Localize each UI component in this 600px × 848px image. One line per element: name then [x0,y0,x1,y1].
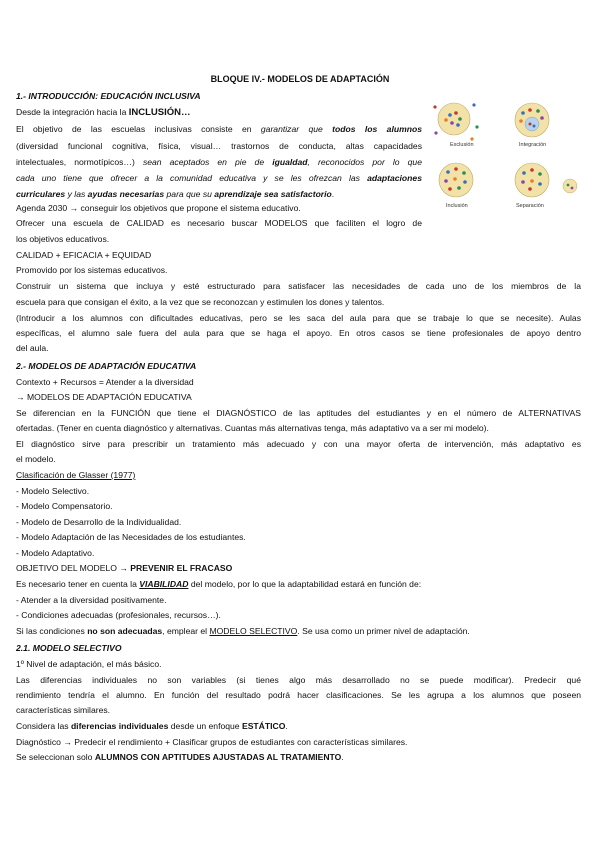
s21-l5-e: . [285,721,288,731]
si-d: MODELO SELECTIVO [209,626,298,636]
caption-inclusion: Inclusión [446,203,468,209]
s21-l5-b: diferencias individuales [70,721,169,731]
model-item: - Modelo de Desarrollo de la Individualidad. [16,517,182,527]
model-item: - Modelo Compensatorio. [16,501,113,511]
s1-line-1 [16,107,191,118]
s1-l6-a: curriculares [16,189,66,199]
s2-line-2: → MODELOS DE ADAPTACIÓN EDUCATIVA [16,392,192,402]
si-c: , emplear el [162,626,210,636]
s21-line-4: características similares. [16,705,111,715]
s21-line-1: 1º Nivel de adaptación, el más básico. [16,659,162,669]
si-a: Si las condiciones [16,626,88,636]
page-title: BLOQUE IV.- MODELOS DE ADAPTACIÓN [210,74,390,84]
exclusion-circle-icon [432,97,484,145]
si-b: no son adecuadas [87,626,163,636]
s1-line-15: específicas, el alumno sale fuera del aula para que se haga el apoyo. En otros casos se tiene profesionales de apoyo dentro [16,328,581,338]
s1-line-11: Promovido por los sistemas educativos. [16,265,168,275]
caption-exclusion: Exclusión [450,142,474,148]
s21-line-6: Diagnóstico → Predecir el rendimiento + Clasificar grupos de estudiantes con características similares. [16,737,408,747]
section-2-heading: 2.- MODELOS DE ADAPTACIÓN EDUCATIVA [16,361,197,371]
si-e: . Se usa como un primer nivel de adaptación. [297,626,470,636]
viability-b: VIABILIDAD [139,579,189,589]
s1-l1-text: Desde la integración hacia la [16,107,129,117]
separation-circle-icon [512,160,584,204]
s1-l2-text: El objetivo de las escuelas inclusivas consiste en [16,124,261,134]
viability-a: Es necesario tener en cuenta la [16,579,140,589]
s2-line-6: el modelo. [16,454,56,464]
objective-value: PREVENIR EL FRACASO [130,563,233,573]
s1-line-8: Ofrecer una escuela de CALIDAD es necesario buscar MODELOS que faciliten el logro de [16,218,422,228]
condition-item: - Atender a la diversidad positivamente. [16,595,167,605]
s1-l5-italic: cada uno tiene que ofrecer a la comunidad educativa y se les ofrezcan las [16,173,368,183]
section-2-1-heading: 2.1. MODELO SELECTIVO [16,643,122,653]
model-item: - Modelo Selectivo. [16,486,90,496]
s1-l4-text: intelectuales, normotípicos…) [16,157,143,167]
condition-item: - Condiciones adecuadas (profesionales, recursos…). [16,610,221,620]
s1-line-4 [16,157,422,168]
s21-line-7 [16,752,344,763]
model-item: - Modelo Adaptativo. [16,548,95,558]
s1-line-13: escuela para que consigan el éxito, a la vez que se reconozcan y estimulen los dones y talentos. [16,297,385,307]
s1-l5-bold: adaptaciones [367,173,422,183]
conditions-line [16,626,470,637]
s1-line-6 [16,189,334,200]
s2-line-1: Contexto + Recursos = Atender a la diversidad [16,377,194,387]
model-item: - Modelo Adaptación de las Necesidades de los estudiantes. [16,532,246,542]
s1-line-2 [16,124,422,135]
s2-line-4: ofertadas. (Tener en cuenta diagnóstico y alternativas. Cuantas más alternativas tenga, más adaptativo va a ser mi modelo). [16,423,489,433]
glasser-heading: Clasificación de Glasser (1977) [16,470,136,480]
s1-l6-d: para que su [164,189,215,199]
viability-line [16,579,421,590]
s1-l2-bolditalic: todos los alumnos [332,124,423,134]
s1-l6-f: . [331,189,335,199]
objective-line [16,563,232,574]
s1-line-3: (diversidad funcional cognitiva, física, visual… trastornos de conducta, altas capacidades [16,141,422,151]
s1-l6-b: y las [65,189,88,199]
s1-line-16: del aula. [16,343,49,353]
s1-l6-e: aprendizaje sea satisfactorio [214,189,332,199]
s21-l5-a: Considera las [16,721,71,731]
s1-line-10: CALIDAD + EFICACIA + EQUIDAD [16,250,152,260]
s2-line-3: Se diferencian en la FUNCIÓN que tiene el DIAGNÓSTICO de las aptitudes del estudiantes y en el número de ALTERNATIVAS [16,408,581,418]
viability-c: del modelo, por lo que la adaptabilidad estará en función de: [188,579,422,589]
s1-l6-c: ayudas necesarias [87,189,165,199]
s21-line-3: rendimiento tendría el alumno. En función del resultado podrá hacer clasificaciones. Se les agrupa a los alumnos que poseen [16,690,581,700]
caption-integration: Integración [519,142,547,148]
inclusion-circle-icon [436,160,476,200]
s1-l2-italic: garantizar que [260,124,333,134]
s1-line-9: los objetivos educativos. [16,234,110,244]
caption-separation: Separación [516,203,544,209]
s21-l7-c: . [341,752,344,762]
s1-line-7: Agenda 2030 → conseguir los objetivos que propone el sistema educativo. [16,203,301,213]
s21-l7-b: ALUMNOS CON APTITUDES AJUSTADAS AL TRATAMIENTO [94,752,342,762]
s2-line-5: El diagnóstico sirve para prescribir un tratamiento más adecuado y con una mayor oferta de intervención, más adaptativo es [16,439,581,449]
s1-line-12: Construir un sistema que incluya y esté estructurado para satisfacer las necesidades de cada uno de los miembros de la [16,281,581,291]
s1-l1-bold: INCLUSIÓN… [128,107,191,118]
s1-l4-italic2: , reconocidos por lo que [307,157,422,167]
s1-l4-bold: igualdad [272,157,308,167]
integration-circle-icon [512,100,552,140]
section-1-heading: 1.- INTRODUCCIÓN: EDUCACIÓN INCLUSIVA [16,91,201,101]
objective-label: OBJETIVO DEL MODELO → [16,563,131,573]
s21-l5-d: ESTÁTICO [241,721,286,731]
s21-l5-c: desde un enfoque [168,721,242,731]
s1-line-14: (Introducir a los alumnos con dificultades educativas, pero se les saca del aula para que se trabaje lo que se necesite). Aulas [16,313,581,323]
s1-l4-italic: sean aceptados en pie de [142,157,273,167]
s21-line-2: Las diferencias individuales no son variables (si tienes algo más desarrollado no se puede modificar). Predecir qué [16,675,581,685]
s21-line-5 [16,721,288,732]
s21-l7-a: Se seleccionan solo [16,752,95,762]
s1-line-5 [16,173,422,184]
